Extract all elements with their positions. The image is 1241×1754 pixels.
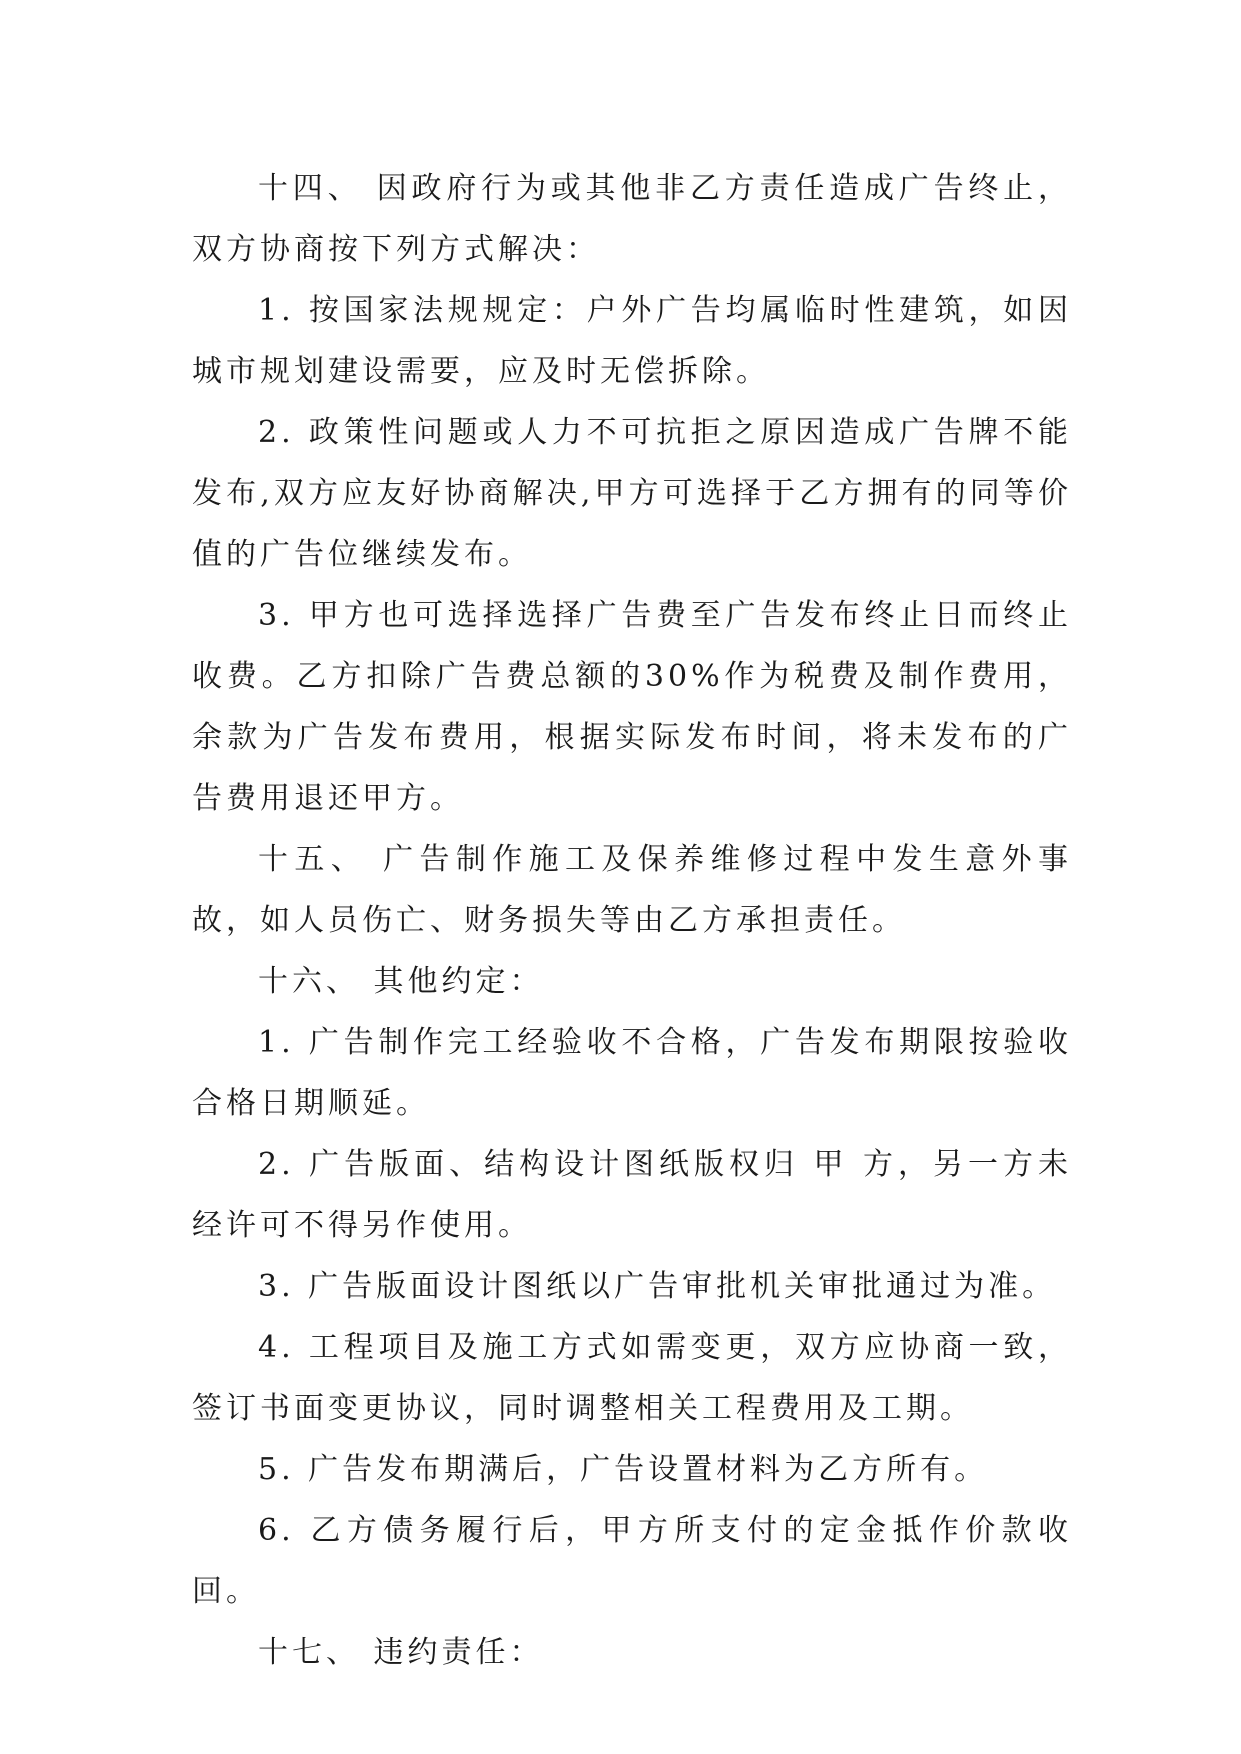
document-body	[192, 158, 1072, 1683]
clause-17-heading: 十七、 违约责任：	[258, 1635, 544, 1670]
clause-14-item-2: 2. 政策性问题或人力不可抗拒之原因造成广告牌不能发布,双方应友好协商解决,甲方可选择于乙方拥有的同等价值的广告位继续发布。	[192, 415, 1072, 572]
clause-14-item-3: 3. 甲方也可选择选择广告费至广告发布终止日而终止收费。乙方扣除广告费总额的30%作为税费及制作费用，余款为广告发布费用，根据实际发布时间，将未发布的广告费用退还甲方。	[192, 598, 1072, 816]
clause-16-item-6: 6. 乙方债务履行后，甲方所支付的定金抵作价款收回。	[192, 1513, 1072, 1609]
clause-16-item-3: 3. 广告版面设计图纸以广告审批机关审批通过为准。	[258, 1269, 1057, 1304]
clause-16-item-1: 1. 广告制作完工经验收不合格，广告发布期限按验收合格日期顺延。	[192, 1025, 1072, 1121]
clause-16-item-4: 4. 工程项目及施工方式如需变更，双方应协商一致，签订书面变更协议，同时调整相关工程费用及工期。	[192, 1330, 1072, 1426]
clause-14-heading: 十四、 因政府行为或其他非乙方责任造成广告终止，双方协商按下列方式解决：	[192, 171, 1072, 267]
clause-16-heading: 十六、 其他约定：	[258, 964, 544, 999]
clause-14-item-1: 1. 按国家法规规定：户外广告均属临时性建筑，如因城市规划建设需要，应及时无偿拆除。	[192, 293, 1072, 389]
clause-16-item-5: 5. 广告发布期满后，广告设置材料为乙方所有。	[258, 1452, 989, 1487]
clause-16-item-2: 2. 广告版面、结构设计图纸版权归 甲 方，另一方未经许可不得另作使用。	[192, 1147, 1072, 1243]
clause-15: 十五、 广告制作施工及保养维修过程中发生意外事故，如人员伤亡、财务损失等由乙方承担责任。	[192, 842, 1072, 938]
